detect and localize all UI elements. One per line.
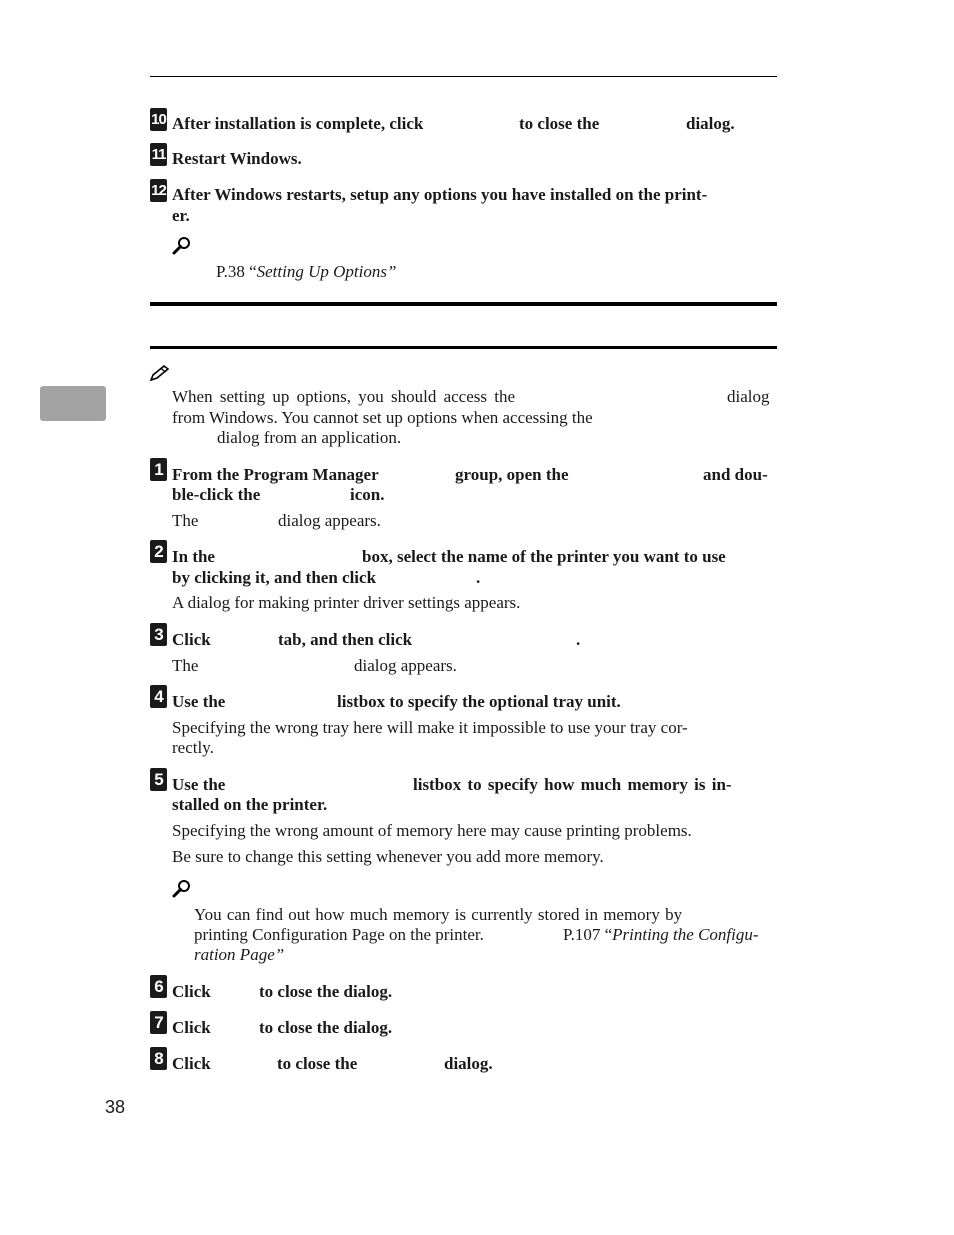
step-5-text-a: Use the <box>172 775 226 794</box>
reference-title: Setting Up Options <box>256 262 387 281</box>
reference2-title-part1: Printing the Configu- <box>612 925 759 944</box>
step-number-1: 1 <box>150 458 167 481</box>
step-4-result-line1: Specifying the wrong tray here will make it impossible to use your tray cor- <box>172 718 688 737</box>
step-1-text-c: and dou- <box>703 465 768 484</box>
step-2-result: A dialog for making printer driver settings appears. <box>172 593 521 612</box>
step-1-text-a: From the Program Manager <box>172 465 379 484</box>
step-8-text-a: Click <box>172 1054 211 1073</box>
step-8-text-c: dialog. <box>444 1054 493 1073</box>
step-4-result-line2: rectly. <box>172 738 214 757</box>
step-number-11: 11 <box>150 143 167 166</box>
page-number: 38 <box>105 1097 126 1117</box>
step-4-text-a: Use the <box>172 692 226 711</box>
step-3-result-a: The <box>172 656 199 675</box>
note-line1-a: When setting up options, you should access the <box>172 387 516 406</box>
reference-prefix: P.38 “ <box>216 262 257 281</box>
reference-link-printing-config-page[interactable] <box>563 925 759 945</box>
step-10-text-b: to close the <box>519 114 600 133</box>
reference2-line1: You can find out how much memory is currently stored in memory by <box>194 905 683 924</box>
reference2-suffix: ” <box>274 945 285 964</box>
section-rule-2 <box>150 346 777 349</box>
step-2-text-a: In the <box>172 547 215 566</box>
step-12-line1: After Windows restarts, setup any options you have installed on the print- <box>172 185 708 204</box>
step-1-result-a: The <box>172 511 199 530</box>
note-line1-b: dialog <box>727 387 770 406</box>
step-3-text-a: Click <box>172 630 211 649</box>
magnifier-icon <box>172 236 192 256</box>
step-number-2: 2 <box>150 540 167 563</box>
header-rule <box>150 76 777 77</box>
step-7-text-b: to close the dialog. <box>259 1018 393 1037</box>
step-5-text-c: stalled on the printer. <box>172 795 328 814</box>
step-number-12: 12 <box>150 179 167 202</box>
reference2-title-part2: ration Page <box>194 945 275 964</box>
step-number-8: 8 <box>150 1047 167 1070</box>
step-number-4: 4 <box>150 685 167 708</box>
step-3-text-c: . <box>576 630 581 649</box>
step-6-text-a: Click <box>172 982 211 1001</box>
step-11-text: Restart Windows. <box>172 149 302 168</box>
step-8-text-b: to close the <box>277 1054 358 1073</box>
reference-suffix: ” <box>386 262 397 281</box>
step-number-10: 10 <box>150 108 167 131</box>
step-3-result-b: dialog appears. <box>354 656 457 675</box>
step-7-text-a: Click <box>172 1018 211 1037</box>
step-10-text-c: dialog. <box>686 114 735 133</box>
step-5-result-line2: Be sure to change this setting whenever you add more memory. <box>172 847 604 866</box>
pencil-icon <box>149 364 171 382</box>
section-rule-1 <box>150 302 777 306</box>
step-number-7: 7 <box>150 1011 167 1034</box>
step-1-text-e: icon. <box>350 485 385 504</box>
step-2-text-c: by clicking it, and then click <box>172 568 377 587</box>
step-5-text-b: listbox to specify how much memory is in- <box>413 775 732 794</box>
step-number-6: 6 <box>150 975 167 998</box>
step-1-text-d: ble-click the <box>172 485 261 504</box>
note-line3: dialog from an application. <box>217 428 402 447</box>
step-4-text-b: listbox to specify the optional tray unit. <box>337 692 621 711</box>
step-2-text-b: box, select the name of the printer you want to use <box>362 547 726 566</box>
note-line2: from Windows. You cannot set up options when accessing the <box>172 408 593 427</box>
step-2-text-d: . <box>476 568 481 587</box>
reference2-line2-a: printing Configuration Page on the printer. <box>194 925 484 944</box>
step-6-text-b: to close the dialog. <box>259 982 393 1001</box>
step-1-text-b: group, open the <box>455 465 569 484</box>
step-number-3: 3 <box>150 623 167 646</box>
reference2-line3 <box>194 945 284 965</box>
step-number-5: 5 <box>150 768 167 791</box>
chapter-tab-marker <box>40 386 106 421</box>
reference-link-setting-up-options[interactable] <box>216 262 396 282</box>
step-5-result-line1: Specifying the wrong amount of memory here may cause printing problems. <box>172 821 692 840</box>
step-1-result-b: dialog appears. <box>278 511 381 530</box>
step-3-text-b: tab, and then click <box>278 630 413 649</box>
step-10-text-a: After installation is complete, click <box>172 114 424 133</box>
step-12-line2: er. <box>172 206 190 225</box>
reference2-prefix: P.107 “ <box>563 925 613 944</box>
magnifier-icon <box>172 879 192 899</box>
